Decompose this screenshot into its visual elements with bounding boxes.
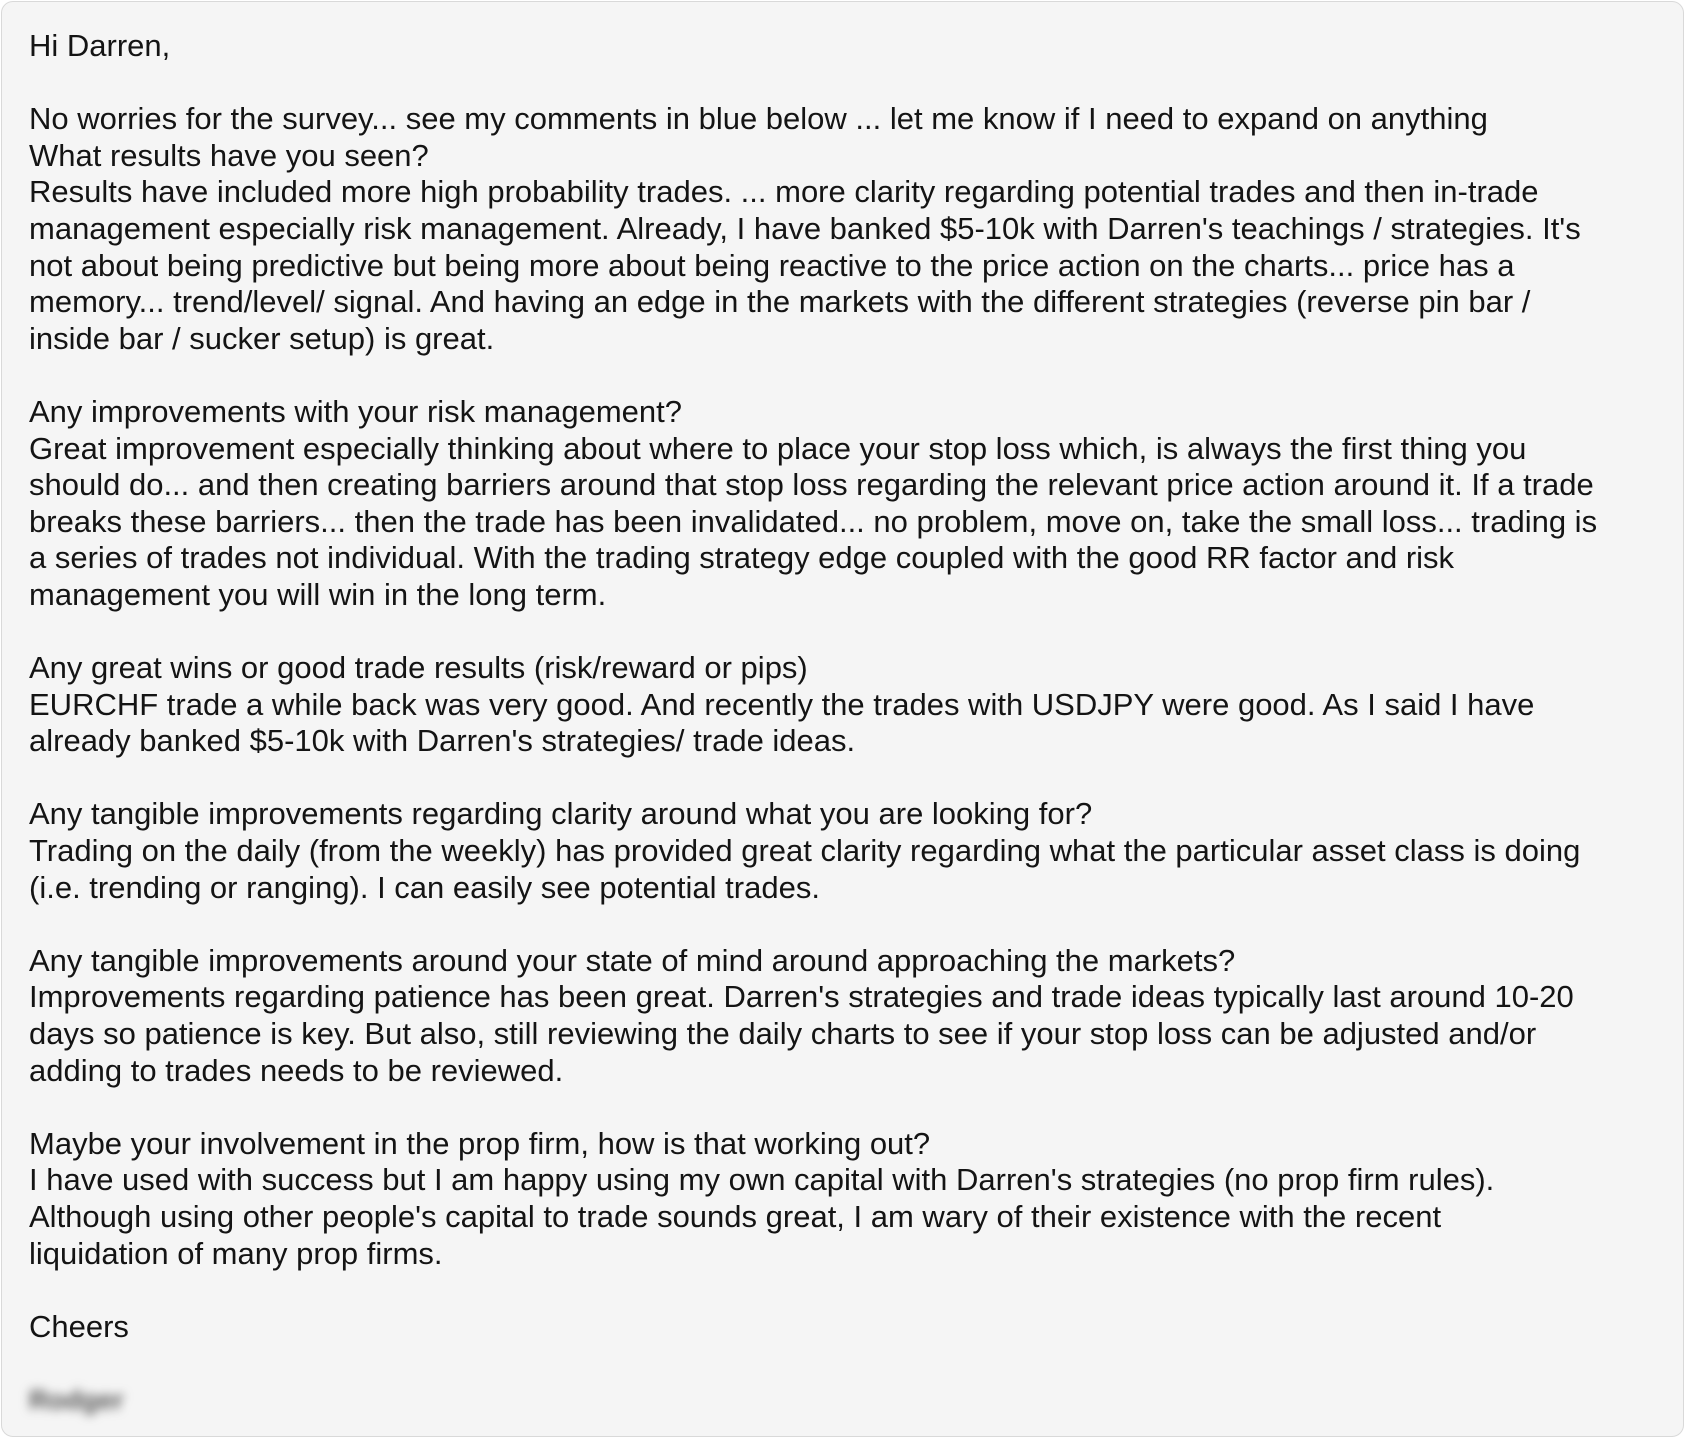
closing-paragraph [29, 1309, 1656, 1346]
answer-line: Results have included more high probability trades. ... more clarity regarding potential trades and then in-trade [29, 174, 1539, 210]
section-risk-management [29, 394, 1656, 614]
answer-line: EURCHF trade a while back was very good. And recently the trades with USDJPY were good. As I said I have [29, 686, 1535, 722]
question-text: Any improvements with your risk management? [29, 393, 682, 429]
answer-line: I have used with success but I am happy using my own capital with Darren's strategies (no prop firm rules). [29, 1162, 1495, 1198]
blurred-signature [29, 1382, 1656, 1419]
answer-line: should do... and then creating barriers around that stop loss regarding the relevant price action around it. If a trade [29, 467, 1594, 503]
answer-line: breaks these barriers... then the trade has been invalidated... no problem, move on, take the small loss... trading is [29, 503, 1598, 539]
answer-line: memory... trend/level/ signal. And having an edge in the markets with the different strategies (reverse pin bar / [29, 284, 1531, 320]
answer-line: management you will win in the long term. [29, 576, 607, 612]
answer-line: inside bar / sucker setup) is great. [29, 320, 495, 356]
question-text: What results have you seen? [29, 137, 429, 173]
answer-line: adding to trades needs to be reviewed. [29, 1052, 564, 1088]
answer-line: Great improvement especially thinking about where to place your stop loss which, is always the first thing you [29, 430, 1527, 466]
question-text: Any tangible improvements around your state of mind around approaching the markets? [29, 942, 1236, 978]
section-results [29, 101, 1656, 357]
section-clarity [29, 796, 1656, 906]
answer-line: already banked $5-10k with Darren's strategies/ trade ideas. [29, 723, 856, 759]
answer-line: a series of trades not individual. With the trading strategy edge coupled with the good RR factor and risk [29, 540, 1455, 576]
intro-text: No worries for the survey... see my comments in blue below ... let me know if I need to expand on anything [29, 101, 1488, 137]
answer-line: days so patience is key. But also, still reviewing the daily charts to see if your stop loss can be adjusted and/or [29, 1016, 1537, 1052]
question-text: Any tangible improvements regarding clarity around what you are looking for? [29, 796, 1093, 832]
answer-line: Trading on the daily (from the weekly) has provided great clarity regarding what the particular asset class is doing [29, 833, 1581, 869]
closing-text: Cheers [29, 1308, 129, 1344]
question-text: Maybe your involvement in the prop firm, how is that working out? [29, 1125, 931, 1161]
email-body [1, 1, 1684, 1437]
section-great-wins [29, 650, 1656, 760]
answer-line: not about being predictive but being more about being reactive to the price action on the charts... price has a [29, 247, 1515, 283]
answer-line: Although using other people's capital to trade sounds great, I am wary of their existence with the recent [29, 1199, 1442, 1234]
answer-line: management especially risk management. Already, I have banked $5-10k with Darren's teachings / strategies. It's [29, 210, 1581, 246]
signature-text: Rodger [29, 1384, 124, 1415]
section-state-of-mind [29, 943, 1656, 1089]
answer-line: (i.e. trending or ranging). I can easily see potential trades. [29, 869, 820, 905]
greeting-text: Hi Darren, [29, 28, 171, 63]
answer-line: liquidation of many prop firms. [29, 1235, 443, 1271]
question-text: Any great wins or good trade results (risk/reward or pips) [29, 650, 808, 686]
greeting-paragraph [29, 28, 1656, 65]
section-prop-firm [29, 1126, 1656, 1272]
answer-line: Improvements regarding patience has been great. Darren's strategies and trade ideas typically last around 10-20 [29, 979, 1574, 1015]
